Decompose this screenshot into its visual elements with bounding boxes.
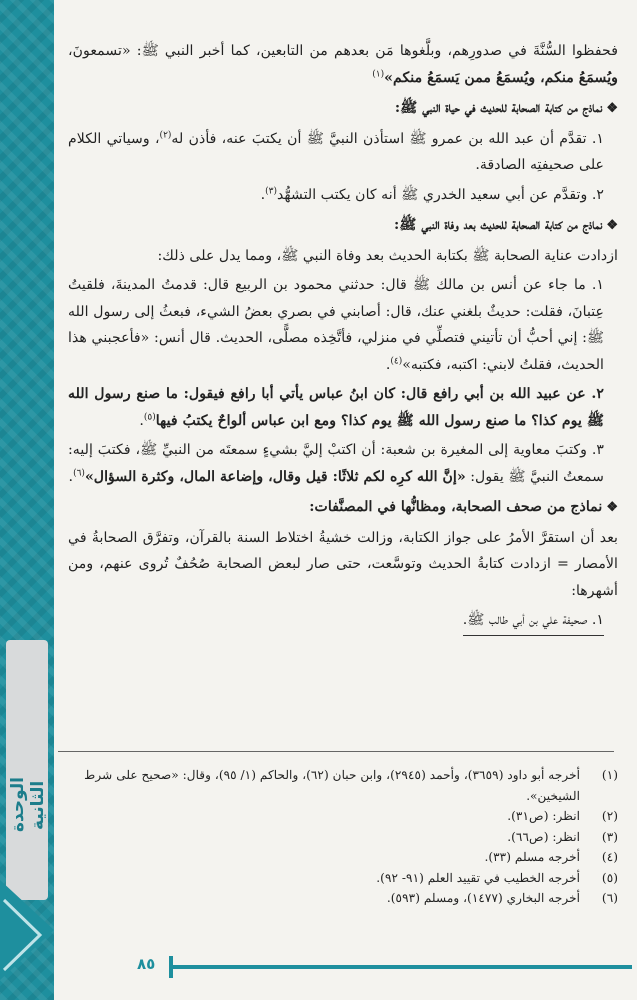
section-heading-2: ❖نماذج من كتابة الصحابة للحديث بعد وفاة النبي ﷺ: [394, 217, 618, 233]
diamond-bullet-icon: ❖ [606, 218, 618, 233]
intro-paragraph [68, 38, 618, 91]
intro-line-2: ويُسمَعُ منكم، ويُسمَعُ ممن يَسمَعُ منكم» [384, 69, 618, 86]
intro-line-1: فحفظوا السُّنَّةَ في صدورِهم، وبلَّغوها مَن بعدهم من التابعين، كما أخبر النبي ﷺ: «تسمعونَ، [68, 43, 618, 59]
section-heading-1: ❖نماذج من كتابة الصحابة للحديث في حياة النبي ﷺ: [394, 100, 618, 116]
footnote-5: (٥) أخرجه الخطيب في تقييد العلم (٩١- ٩٢). [376, 870, 618, 885]
section1-item-2: ٢. وتقدَّم عن أبي سعيد الخدري ﷺ أنه كان يكتب التشهُّد$^{(٣)}$. [260, 185, 604, 203]
footnote-ref: (٢) [159, 129, 172, 140]
footnotes [68, 765, 618, 909]
section2-item-3: ٣. وكتبَ معاوية إلى المغيرة بن شعبة: أن اكتبْ إليَّ بشيءٍ سمعتَه من النبيِّ ﷺ، فكتبَ إليه: سمعتُ النبيَّ ﷺ يقول: «إنَّ الله كرِه لكم ثلاثًا: قيل وقال، وإضاعة المال، وكثرة السؤال»$^{(٦)}$. [68, 442, 604, 485]
section2-item-2: ٢. عن عبيد الله بن أبي رافع قال: كان ابنُ عباس يأتي أبا رافع فيقول: ما صنع رسول الله ﷺ يوم كذا؟ ما صنع رسول الله ﷺ يوم كذا؟ ومع ابن عباس ألواحٌ يكتبُ فيها$^{(٥)}$. [68, 386, 604, 429]
book-page [54, 0, 637, 1000]
diamond-bullet-icon: ❖ [606, 500, 618, 515]
main-text [68, 38, 618, 639]
diamond-bullet-icon: ❖ [606, 101, 618, 116]
footnote-ref: (٤) [390, 355, 403, 366]
section-heading-3: ❖نماذج من صحف الصحابة، ومظانُّها في المصنَّفات: [309, 499, 618, 515]
folio-bar [172, 965, 632, 969]
footnote-1: (١) أخرجه أبو داود (٣٦٥٩)، وأحمد (٢٩٤٥)، وابن حبان (٦٢)، والحاكم (١/ ٩٥)، وقال: «صحيح على شرط الشيخين». [84, 768, 618, 803]
unit-side-label: الوحدة الثانية [8, 777, 48, 833]
footnote-ref: (١) [372, 68, 385, 79]
section2-item-1: ١. ما جاء عن أنس بن مالك ﷺ قال: حدثني محمود بن الربيع قال: قدمتُ المدينةَ، فلقيتُ عِتبانَ، فقلت: حديثٌ بلغني عنك، قال: أصابني في بصري بعضُ الشيء، فبعثُ إلى رسول الله ﷺ: إني أحبُّ أن تأتيني فتصلِّي في منزلي، فأتَّخِذه مصلًّى، الحديث. قال أنس: «فأعجبني هذا الحديث، فقلتُ لابني: اكتبه، فكتبه»$^{(٤)}$. [68, 277, 604, 373]
decorative-side-strip [0, 0, 54, 1000]
footnote-ref: (٣) [265, 185, 277, 196]
section1-item-1: ١. تقدَّم أن عبد الله بن عمرو ﷺ استأذن النبيَّ ﷺ أن يكتبَ عنه، فأذن له$^{(٢)}$، وسياتي الكلام على صحيفتِه الصادقة. [68, 129, 604, 173]
section2-intro: ازدادت عناية الصحابة ﷺ بكتابة الحديث بعد وفاة النبي ﷺ، ومما يدل على ذلك: [157, 247, 618, 264]
footnote-3: (٣) انظر: (ص٦٦). [507, 829, 618, 844]
footnote-4: (٤) أخرجه مسلم (٣٣). [484, 850, 618, 864]
footnote-2: (٢) انظر: (ص٣١). [507, 809, 618, 823]
footnote-6: (٦) أخرجه البخاري (١٤٧٧)، ومسلم (٥٩٣). [386, 891, 618, 905]
footnote-ref: (٥) [143, 411, 156, 422]
section3-item-1: ١. صحيفة علي بن أبي طالب ﷺ. [68, 607, 618, 636]
section3-body: بعد أن استقرَّ الأمرُ على جواز الكتابة، وزالت خشيةُ اختلاط السنة بالقرآن، وتفرَّق الصحابةُ في الأمصار = ازدادت كتابةُ الحديث وتوسَّعت، حتى صار لبعض الصحابة صُحُفٌ تُروى عنهم، ومن أشهرها: [68, 529, 618, 599]
page-number: ٨٥ [137, 955, 156, 973]
footnote-ref: (٦) [73, 467, 85, 478]
footnote-divider [58, 751, 614, 752]
